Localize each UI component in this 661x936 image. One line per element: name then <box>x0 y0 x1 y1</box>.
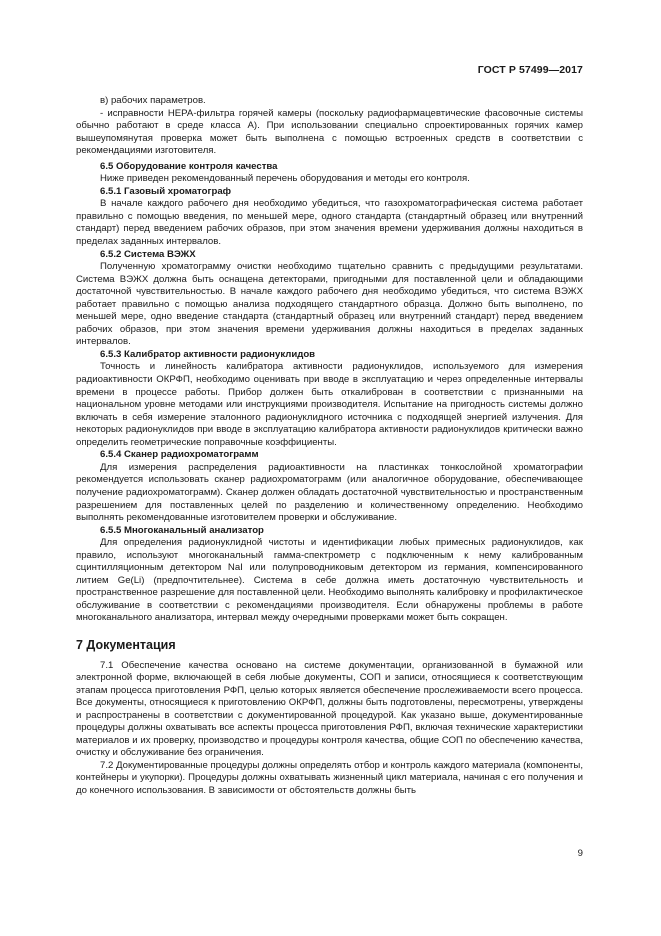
paragraph: Полученную хроматограмму очистки необходимо тщательно сравнить с предыдущими результатами. Система ВЭЖХ должна быть оснащена детекторами, пригодными для поставленной цели и обладающими достаточной чувствительностью. В начале каждого рабочего дня необходимо убедиться, что система ВЭЖХ работает правильно с помощью анализа подходящего стандартного образца. Должно быть выполнено, по меньшей мере, одно введение стандарта (стандартный образец или внутренний стандарт) перед введением рабочих образов, при этом значения времени удерживания должны находиться в пределах заданных интервалов. <box>76 261 583 348</box>
standard-designation: ГОСТ Р 57499—2017 <box>477 64 583 76</box>
page-number: 9 <box>577 848 583 859</box>
list-item: в) рабочих параметров. <box>100 95 206 106</box>
paragraph: 7.1 Обеспечение качества основано на системе документации, организованной в бумажной или электронной форме, включающей в себя любые документы, СОП и записи, относящиеся к соответствующим этапам процесса приготовления РФП, целью которых является обеспечение прослеживаемости всего процесса. Все документы, относящиеся к приготовлению ОКРФП, должны быть подготовлены, пересмотрены, утверждены и распространены в соответствии с документированной процедурой. Как указано выше, документированные процедуры должны охватывать все аспекты процесса приготовления РФП, включая технические характеристики материалов и их проверку, производство и процедуры контроля качества, общие СОП по обеспечению качества, очистку и обслуживание без ограничения. <box>76 659 583 759</box>
subsection-heading: 6.5.5 Многоканальный анализатор <box>100 524 264 536</box>
subsection-heading: 6.5.2 Система ВЭЖХ <box>100 248 196 260</box>
subsection-heading: 6.5.1 Газовый хроматограф <box>100 185 232 197</box>
subsection-heading: 6.5.4 Сканер радиохроматограмм <box>100 449 259 461</box>
paragraph: Точность и линейность калибратора активности радионуклидов, используемого для измерения радиоактивности ОКРФП, необходимо оценивать при вводе в эксплуатацию и через определенные интервалы времени в процессе работы. Прибор должен быть откалиброван в соответствии с признанными на национальном уровне методами или инструкциями производителя. Испытание на пригодность системы должно включать в себя измерение эталонного радионуклидного источника с подходящей энергией излучения. Для некоторых радионуклидов при вводе в эксплуатацию калибратора активности радионуклидов критически важно определить геометрические поправочные коэффициенты. <box>76 361 583 448</box>
paragraph: Ниже приведен рекомендованный перечень оборудования и методы его контроля. <box>100 173 470 185</box>
paragraph: Для определения радионуклидной чистоты и идентификации любых примесных радионуклидов, как правило, используют многоканальный гамма-спектрометр с подключенным к нему калиброванным сцинтилляционным детектором NaI или полупроводниковым детектором из германия, компенсированного литием Ge(Li) (предпочтительнее). Система в себе должна иметь достаточную чувствительность и пространственное разрешение для поставленной цели. Необходимо выполнять калибровку и профилактическое обслуживание в соответствии с рекомендациями производителя. Если обнаружены проблемы в работе многоканального анализатора, интервал между очередными проверками может быть сокращен. <box>76 537 583 624</box>
paragraph: В начале каждого рабочего дня необходимо убедиться, что газохроматографическая система работает правильно с помощью введения, по меньшей мере, одного стандарта (стандартный образец или внутренний стандарт) перед введением рабочих образов, при этом значения времени удерживания должны находиться в пределах заданных интервалов. <box>76 198 583 248</box>
document-body <box>76 95 583 798</box>
chapter-heading: 7 Документация <box>76 637 176 652</box>
subsection-heading: 6.5.3 Калибратор активности радионуклидов <box>100 348 316 360</box>
section-heading: 6.5 Оборудование контроля качества <box>100 160 278 172</box>
paragraph: Для измерения распределения радиоактивности на пластинках тонкослойной хроматографии рекомендуется использовать сканер радиохроматограмм (или аналогичное оборудование, обеспечивающее получение радиохроматограмм). Сканер должен обладать достаточной чувствительностью и пространственным разрешением для поставленных целей по разделению и количественному определению. Необходимо выполнять рекомендованные изготовителем проверки и обслуживание. <box>76 461 583 524</box>
paragraph: 7.2 Документированные процедуры должны определять отбор и контроль каждого материала (компоненты, контейнеры и укупорки). Процедуры должны охватывать жизненный цикл материала, начиная с его получения и до конечного использования. В зависимости от обстоятельств должны быть <box>76 759 583 796</box>
paragraph: - исправности НЕРА-фильтра горячей камеры (поскольку радиофармацевтические фасовочные системы обычно работают в среде класса А). При использовании специально спроектированных горячих камер вышеупомянутая проверка может быть выполнена с помощью встроенных средств в соответствии с рекомендациями изготовителя. <box>76 107 583 157</box>
